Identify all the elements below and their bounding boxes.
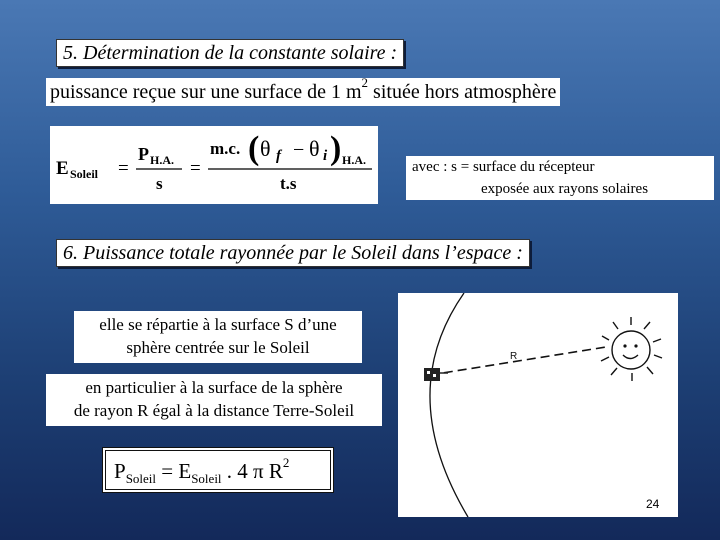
formula-theta-f: θ	[260, 136, 271, 161]
radius-paragraph	[46, 374, 382, 426]
section-6-title: 6. Puissance totale rayonnée par le Soleil dans l’espace :	[56, 239, 530, 267]
radius-line	[430, 347, 606, 375]
formula2-eq: = E	[156, 459, 192, 483]
sphere-arc	[430, 293, 468, 517]
formula-num1-sub: H.A.	[150, 153, 174, 167]
section-5-title: 5. Détermination de la constante solaire :	[56, 39, 404, 67]
section-5-subtitle	[46, 75, 560, 106]
formula2-rest: . 4 π R	[221, 459, 283, 483]
sun-earth-diagram	[398, 293, 678, 517]
para2-line-2: de rayon R égal à la distance Terre-Soleil	[73, 401, 355, 420]
formula2-p: P	[114, 459, 126, 483]
formula-theta-i: θ	[309, 136, 320, 161]
formula-den2: t.s	[280, 174, 297, 193]
formula-minus: −	[293, 139, 305, 161]
radius-label: R	[510, 351, 518, 362]
formula2-e-sub: Soleil	[191, 471, 222, 487]
total-power-expression	[114, 455, 290, 487]
formula2-p-sub: Soleil	[125, 471, 157, 487]
subtitle-text-pre: puissance reçue sur une surface de 1 m	[50, 81, 362, 103]
formula-mc: m.c.	[210, 139, 241, 158]
avec-line-1: avec : s = surface du récepteur	[412, 159, 595, 175]
formula-equals-1: =	[118, 158, 129, 179]
formula-paren-open: (	[248, 130, 260, 167]
formula-lhs: E	[56, 158, 69, 179]
subtitle-exponent: 2	[361, 75, 369, 90]
para2-line-1: en particulier à la surface de la sphère	[85, 378, 343, 397]
para1-line-1: elle se répartie à la surface S d’une	[99, 315, 337, 334]
sun-icon	[601, 317, 662, 381]
formula-i: i	[323, 148, 328, 164]
subtitle-text-post: située hors atmosphère	[368, 81, 557, 103]
para1-line-2: sphère centrée sur le Soleil	[126, 338, 310, 357]
surface-definition	[406, 156, 714, 200]
sphere-paragraph	[74, 311, 362, 363]
earth-icon	[424, 368, 448, 381]
formula-num2-sub: H.A.	[342, 153, 366, 167]
avec-line-2: exposée aux rayons solaires	[481, 181, 649, 197]
formula-f: f	[276, 148, 281, 164]
formula-lhs-sub: Soleil	[70, 167, 99, 181]
formula2-sup: 2	[282, 455, 290, 470]
page-number: 24	[646, 497, 660, 511]
formula-paren-close: )	[330, 130, 342, 167]
solar-constant-formula	[50, 126, 378, 204]
formula-num1: P	[138, 144, 149, 164]
formula-den1: s	[156, 174, 163, 193]
total-power-formula	[102, 447, 334, 493]
formula-equals-2: =	[190, 158, 201, 179]
